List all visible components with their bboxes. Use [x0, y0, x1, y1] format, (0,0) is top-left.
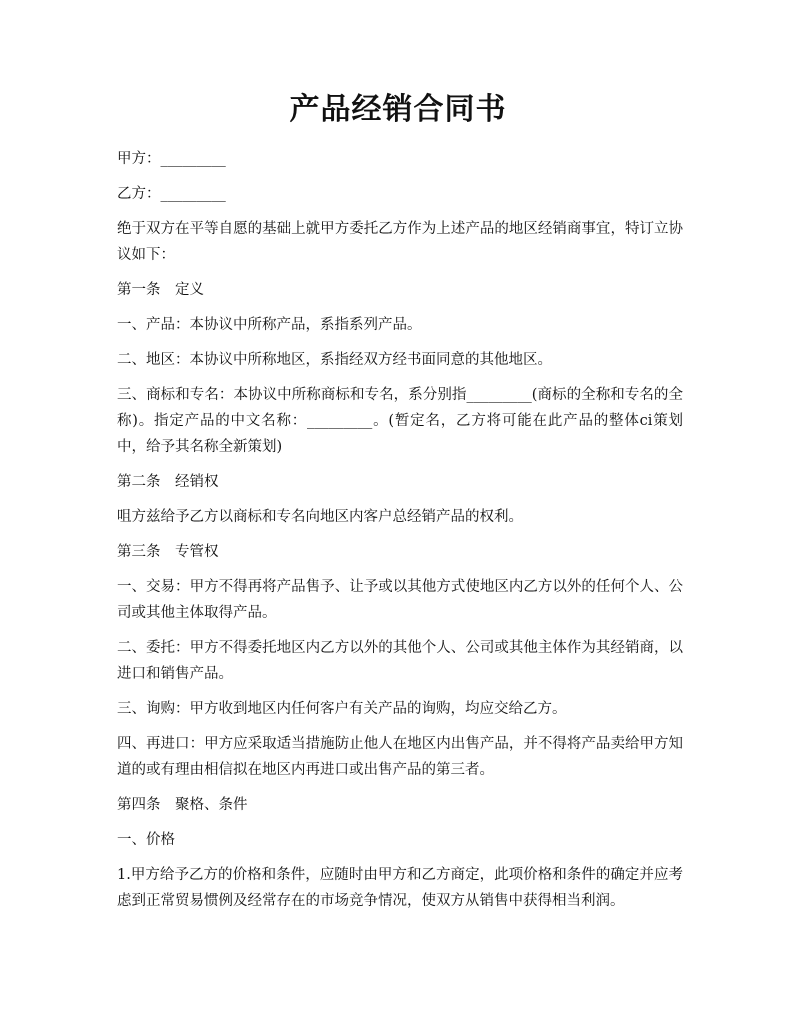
article-3-clause-4: 四、再进口：甲方应采取适当措施防止他人在地区内出售产品，并不得将产品卖给甲方知道的或有理由相信拟在地区内再进口或出售产品的第三者。 [117, 736, 683, 778]
article-4-subheading-price: 一、价格 [117, 832, 175, 848]
article-1-clause-3: 三、商标和专名：本协议中所称商标和专名，系分别指_________(商标的全称和专名的全称)。指定产品的中文名称：_________。(暂定名，乙方将可能在此产品的整体ci策划中，给予其名称全新策划) [117, 387, 683, 455]
article-3-clause-2: 二、委托：甲方不得委托地区内乙方以外的其他个人、公司或其他主体作为其经销商，以进口和销售产品。 [117, 640, 683, 682]
article-4-price-clause-1: 1.甲方给予乙方的价格和条件，应随时由甲方和乙方商定，此项价格和条件的确定并应考虑到正常贸易惯例及经常存在的市场竞争情况，使双方从销售中获得相当利润。 [117, 867, 683, 909]
article-3-heading: 第三条 专管权 [117, 544, 219, 560]
article-3-clause-1: 一、交易：甲方不得再将产品售予、让予或以其他方式使地区内乙方以外的任何个人、公司或其他主体取得产品。 [117, 579, 683, 621]
article-1-heading: 第一条 定义 [117, 282, 204, 298]
document-body [117, 146, 683, 923]
article-2-heading: 第二条 经销权 [117, 474, 219, 490]
article-1-clause-2: 二、地区：本协议中所称地区，系指经双方经书面同意的其他地区。 [117, 352, 552, 368]
party-b-line: 乙方：_________ [117, 186, 226, 202]
article-3-clause-3: 三、询购：甲方收到地区内任何客户有关产品的询购，均应交给乙方。 [117, 701, 567, 717]
article-4-heading: 第四条 聚格、条件 [117, 797, 248, 813]
preamble-paragraph: 绝于双方在平等自愿的基础上就甲方委托乙方作为上述产品的地区经销商事宜，特订立协议如下： [117, 221, 683, 263]
article-1-clause-1: 一、产品：本协议中所称产品，系指系列产品。 [117, 317, 422, 333]
article-2-clause: 咀方兹给予乙方以商标和专名向地区内客户总经销产品的权利。 [117, 509, 523, 525]
document-title: 产品经销合同书 [289, 92, 507, 127]
party-a-line: 甲方：_________ [117, 151, 226, 167]
